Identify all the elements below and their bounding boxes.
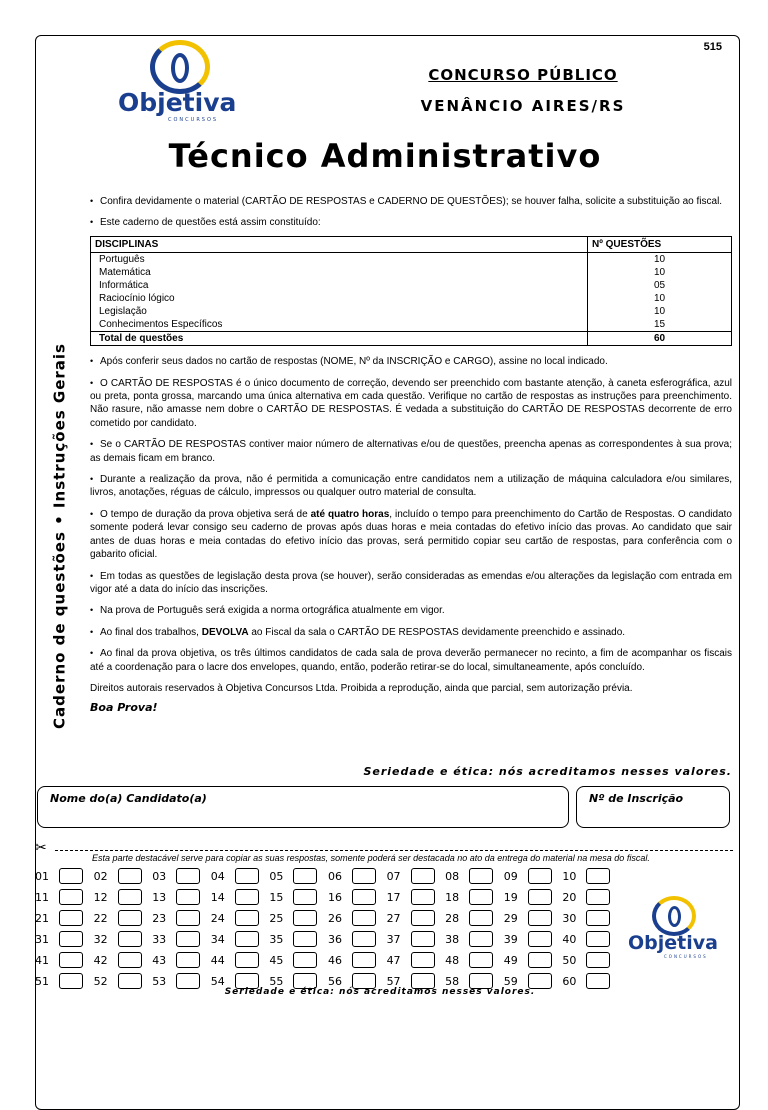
answer-box[interactable]: [235, 868, 259, 884]
cut-line: [55, 850, 733, 851]
question-number: 04: [210, 869, 225, 883]
table-row: Legislação 10: [91, 305, 732, 318]
question-number: 29: [503, 911, 518, 925]
answer-box[interactable]: [176, 868, 200, 884]
instruction-item: • Em todas as questões de legislação desta prova (se houver), serão consideradas as emendas e/ou alterações da legislação com entrada em vigor até a data do início das inscrições.: [90, 570, 732, 595]
bullet-icon: •: [90, 474, 94, 485]
answer-box[interactable]: [293, 868, 317, 884]
logo-subtitle: CONCURSOS: [664, 954, 708, 959]
answer-row: [35, 929, 625, 949]
logo-wordmark: Objetiva: [118, 88, 237, 117]
candidate-name-label: Nome do(a) Candidato(a): [50, 792, 207, 805]
question-number: 49: [503, 953, 518, 967]
instruction-item: • Durante a realização da prova, não é permitida a comunicação entre candidatos nem a utilização de máquina calculadora e/ou similares, livros, anotações, réguas de cálculo, impressos ou qualquer outro material de consulta.: [90, 474, 732, 499]
answer-box[interactable]: [59, 973, 83, 989]
answer-box[interactable]: [59, 910, 83, 926]
answer-box[interactable]: [469, 952, 493, 968]
rights-notice: Direitos autorais reservados à Objetiva Concursos Ltda. Proibida a reprodução, ainda que parcial, sem autorização prévia.: [90, 682, 633, 694]
question-number: 11: [35, 890, 49, 904]
question-number: 03: [152, 869, 167, 883]
question-number: 17: [386, 890, 401, 904]
answer-box[interactable]: [235, 952, 259, 968]
contest-heading: CONCURSO PÚBLICO: [428, 66, 618, 84]
answer-box[interactable]: [469, 910, 493, 926]
question-number: 58: [445, 974, 460, 988]
bullet-icon: •: [90, 508, 94, 519]
answer-box[interactable]: [118, 931, 142, 947]
bullet-icon: •: [90, 605, 94, 616]
answer-box[interactable]: [411, 889, 435, 905]
question-number: 22: [93, 911, 108, 925]
answer-box[interactable]: [586, 868, 610, 884]
answer-box[interactable]: [469, 931, 493, 947]
question-number: 19: [503, 890, 518, 904]
registration-number-label: Nº de Inscrição: [589, 792, 684, 805]
page-number: 515: [703, 41, 722, 53]
instruction-item: • Ao final dos trabalhos, DEVOLVA ao Fiscal da sala o CARTÃO DE RESPOSTAS devidamente preenchido e assinado.: [90, 626, 626, 638]
answer-box[interactable]: [59, 931, 83, 947]
question-number: 30: [562, 911, 577, 925]
question-number: 34: [210, 932, 225, 946]
objetiva-logo: [118, 40, 243, 125]
question-number: 21: [35, 911, 49, 925]
question-number: 53: [152, 974, 167, 988]
question-number: 07: [386, 869, 401, 883]
question-number: 45: [269, 953, 284, 967]
question-number: 18: [445, 890, 460, 904]
answer-box[interactable]: [293, 889, 317, 905]
instruction-item: • Se o CARTÃO DE RESPOSTAS contiver maior número de alternativas e/ou de questões, preencha apenas as correspondentes à sua prova; as demais ficam em branco.: [90, 439, 732, 464]
question-number: 38: [445, 932, 460, 946]
table-row: Conhecimentos Específicos 15: [91, 318, 732, 332]
bullet-icon: •: [90, 196, 94, 206]
instruction-item: • O tempo de duração da prova objetiva será de até quatro horas, incluído o tempo para preenchimento do Cartão de Respostas. O candidato somente poderá levar consigo seu caderno de provas após duas horas e meia contadas do efetivo início das provas. Ao candidato que sair antes de duas horas e meia contadas do efetivo início das provas, será permitido copiar seu cartão de respostas, para conferência com o gabarito oficial.: [90, 508, 732, 561]
answer-box[interactable]: [59, 952, 83, 968]
question-number: 13: [152, 890, 167, 904]
question-number: 10: [562, 869, 577, 883]
instruction-item: • Confira devidamente o material (CARTÃO DE RESPOSTAS e CADERNO DE QUESTÕES); se houver falha, solicite a substituição ao fiscal.: [90, 196, 723, 207]
logo-inner-ring-icon: [668, 906, 681, 927]
answer-box[interactable]: [586, 952, 610, 968]
answer-box[interactable]: [235, 910, 259, 926]
question-number: 56: [327, 974, 342, 988]
answer-box[interactable]: [586, 889, 610, 905]
footer-motto: Seriedade e ética: nós acreditamos nesses valores.: [224, 987, 536, 997]
question-number: 44: [210, 953, 225, 967]
answer-box[interactable]: [59, 889, 83, 905]
question-number: 37: [386, 932, 401, 946]
question-number: 40: [562, 932, 577, 946]
candidate-name-field[interactable]: [37, 786, 569, 828]
page-title: Técnico Administrativo: [168, 137, 602, 175]
question-number: 48: [445, 953, 460, 967]
question-number: 32: [93, 932, 108, 946]
answer-box[interactable]: [411, 868, 435, 884]
cut-note: Esta parte destacável serve para copiar as suas respostas, somente poderá ser destacada no ato da entrega do material na mesa do fiscal.: [92, 853, 650, 863]
question-number: 57: [386, 974, 401, 988]
answer-box[interactable]: [118, 910, 142, 926]
answer-box[interactable]: [293, 910, 317, 926]
answer-box[interactable]: [411, 952, 435, 968]
bullet-icon: •: [90, 648, 94, 659]
answer-box[interactable]: [352, 889, 376, 905]
question-number: 31: [35, 932, 49, 946]
bullet-icon: •: [90, 626, 94, 637]
question-number: 01: [35, 869, 49, 883]
bullet-icon: •: [90, 217, 94, 228]
question-number: 59: [503, 974, 518, 988]
question-number: 24: [210, 911, 225, 925]
answer-box[interactable]: [59, 868, 83, 884]
answer-box[interactable]: [469, 868, 493, 884]
question-number: 50: [562, 953, 577, 967]
answer-box[interactable]: [118, 868, 142, 884]
answer-box[interactable]: [118, 889, 142, 905]
answer-box[interactable]: [528, 910, 552, 926]
question-number: 28: [445, 911, 460, 925]
question-number: 42: [93, 953, 108, 967]
answer-box[interactable]: [352, 868, 376, 884]
answer-row: [35, 950, 625, 970]
question-number: 55: [269, 974, 284, 988]
answer-box[interactable]: [352, 931, 376, 947]
answer-box[interactable]: [528, 889, 552, 905]
question-number: 35: [269, 932, 284, 946]
question-number: 52: [93, 974, 108, 988]
question-number: 36: [327, 932, 342, 946]
question-number: 26: [327, 911, 342, 925]
answer-box[interactable]: [176, 952, 200, 968]
table-row: Raciocínio lógico 10: [91, 292, 732, 305]
bullet-icon: •: [90, 439, 94, 450]
question-number: 33: [152, 932, 167, 946]
question-number: 60: [562, 974, 577, 988]
objetiva-logo-small: [628, 896, 723, 958]
registration-number-field[interactable]: [576, 786, 730, 828]
answer-box[interactable]: [293, 931, 317, 947]
answer-box[interactable]: [411, 931, 435, 947]
answer-box[interactable]: [176, 889, 200, 905]
answer-box[interactable]: [176, 931, 200, 947]
question-number: 43: [152, 953, 167, 967]
answer-row: [35, 908, 625, 928]
answer-row: [35, 866, 625, 886]
question-number: 05: [269, 869, 284, 883]
answer-box[interactable]: [352, 952, 376, 968]
answer-box[interactable]: [586, 931, 610, 947]
answer-box[interactable]: [235, 931, 259, 947]
table-header-count: Nº QUESTÕES: [588, 236, 732, 252]
answer-box[interactable]: [293, 952, 317, 968]
answer-box[interactable]: [176, 910, 200, 926]
question-number: 39: [503, 932, 518, 946]
contest-location: VENÂNCIO AIRES/RS: [420, 97, 626, 115]
answer-box[interactable]: [528, 931, 552, 947]
question-number: 54: [210, 974, 225, 988]
table-row: Matemática 10: [91, 266, 732, 279]
question-number: 08: [445, 869, 460, 883]
answer-box[interactable]: [235, 889, 259, 905]
question-number: 09: [503, 869, 518, 883]
question-number: 23: [152, 911, 167, 925]
answer-box[interactable]: [469, 889, 493, 905]
bullet-icon: •: [90, 570, 94, 581]
side-label-text: Caderno de questões • Instruções Gerais: [50, 343, 69, 729]
bullet-icon: •: [90, 377, 94, 388]
question-number: 15: [269, 890, 284, 904]
side-label: [50, 335, 68, 740]
question-number: 20: [562, 890, 577, 904]
question-number: 14: [210, 890, 225, 904]
question-number: 06: [327, 869, 342, 883]
answer-row: [35, 887, 625, 907]
question-number: 25: [269, 911, 284, 925]
answer-grid: [35, 866, 625, 992]
question-number: 41: [35, 953, 49, 967]
instruction-item: • Após conferir seus dados no cartão de respostas (NOME, Nº da INSCRIÇÃO e CARGO), assine no local indicado.: [90, 356, 608, 368]
table-row: Informática 05: [91, 279, 732, 292]
instruction-item: • O CARTÃO DE RESPOSTAS é o único documento de correção, devendo ser preenchido com bastante atenção, à caneta esferográfica, azul ou preta, ponta grossa, marcando uma única alternativa em cada questão. Verifique no cartão de respostas as instruções para preenchimento. Não rasure, não amasse nem dobre o CARTÃO DE RESPOSTAS. É vedada a substituição do CARTÃO DE RESPOSTAS decorrente de erro cometido por candidato.: [90, 377, 732, 429]
scissors-icon: ✂: [35, 839, 47, 855]
instruction-item: • Na prova de Português será exigida a norma ortográfica atualmente em vigor.: [90, 605, 445, 617]
table-total-row: Total de questões 60: [91, 332, 732, 346]
instruction-item: • Este caderno de questões está assim constituído:: [90, 217, 321, 229]
answer-box[interactable]: [528, 952, 552, 968]
answer-box[interactable]: [352, 910, 376, 926]
motto: Seriedade e ética: nós acreditamos nesses valores.: [363, 765, 732, 778]
question-number: 16: [327, 890, 342, 904]
question-number: 27: [386, 911, 401, 925]
instructions: [90, 195, 732, 715]
subjects-table: [90, 236, 732, 346]
logo-inner-ring-icon: [171, 53, 189, 83]
question-number: 12: [93, 890, 108, 904]
closing-message: Boa Prova!: [90, 701, 158, 715]
question-number: 46: [327, 953, 342, 967]
logo-subtitle: CONCURSOS: [168, 117, 219, 123]
question-number: 51: [35, 974, 49, 988]
answer-box[interactable]: [586, 910, 610, 926]
question-number: 02: [93, 869, 108, 883]
logo-wordmark: Objetiva: [628, 932, 718, 954]
table-header-subject: DISCIPLINAS: [91, 236, 588, 252]
instruction-item: • Ao final da prova objetiva, os três últimos candidatos de cada sala de prova deverão permanecer no recinto, a fim de acompanhar os fiscais até a coordenação para o lacre dos envelopes, quando, então, poderão retirar-se do local, simultaneamente, após concluído.: [90, 648, 732, 673]
bullet-icon: •: [90, 356, 94, 367]
question-number: 47: [386, 953, 401, 967]
table-row: Português 10: [91, 253, 732, 267]
answer-box[interactable]: [528, 868, 552, 884]
answer-box[interactable]: [411, 910, 435, 926]
answer-box[interactable]: [118, 952, 142, 968]
